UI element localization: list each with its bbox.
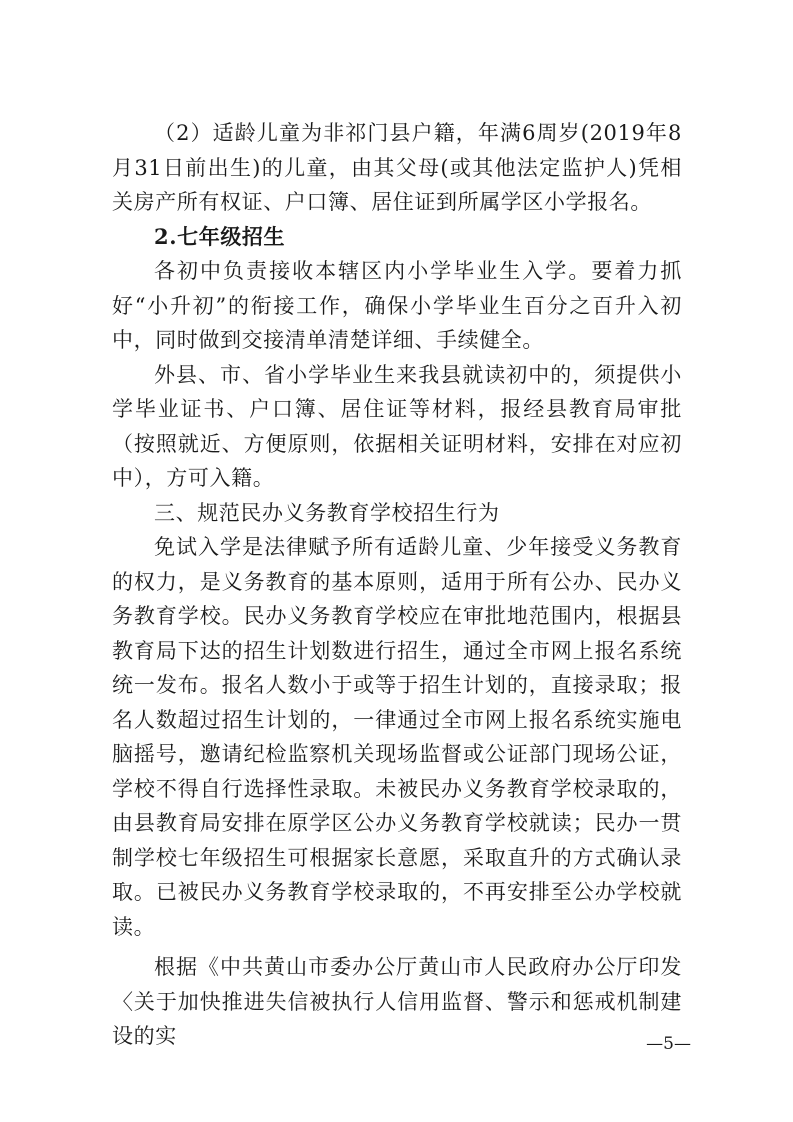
page-number: —5—: [646, 1034, 691, 1054]
paragraph-private-admission: 免试入学是法律赋予所有适龄儿童、少年接受义务教育的权力，是义务教育的基本原则，适用于所有公办、民办义务教育学校。民办义务教育学校应在审批地范围内，根据县教育局下达的招生计划数进行招生，通过全市网上报名系统统一发布。报名人数小于或等于招生计划的，直接录取；报名人数超过招生计划的，一律通过全市网上报名系统实施电脑摇号，邀请纪检监察机关现场监督或公证部门现场公证，学校不得自行选择性录取。未被民办义务教育学校录取的，由县教育局安排在原学区公办义务教育学校就读；民办一贯制学校七年级招生可根据家长意愿，采取直升的方式确认录取。已被民办义务教育学校录取的，不再安排至公办学校就读。: [112, 535, 682, 939]
section-heading-grade7: 2.七年级招生: [154, 223, 286, 249]
section-heading-private-schools: 三、规范民办义务教育学校招生行为: [154, 500, 500, 525]
paragraph-junior-enrollment: 各初中负责接收本辖区内小学毕业生入学。要着力抓好“小升初”的衔接工作，确保小学毕业生百分之百升入初中，同时做到交接清单清楚详细、手续健全。: [112, 259, 682, 352]
paragraph-transfer-students: 外县、市、省小学毕业生来我县就读初中的，须提供小学毕业证书、户口簿、居住证等材料，报经县教育局审批（按照就近、方便原则，依据相关证明材料，安排在对应初中），方可入籍。: [112, 362, 682, 490]
document-body: [112, 116, 682, 1054]
paragraph-age-eligibility: （2）适龄儿童为非祁门县户籍，年满6周岁(2019年8月31日前出生)的儿童，由其父母(或其他法定监护人)凭相关房产所有权证、户口簿、居住证到所属学区小学报名。: [112, 121, 682, 214]
paragraph-credit-supervision: 根据《中共黄山市委办公厅黄山市人民政府办公厅印发〈关于加快推进失信被执行人信用监督、警示和惩戒机制建设的实: [112, 955, 682, 1048]
